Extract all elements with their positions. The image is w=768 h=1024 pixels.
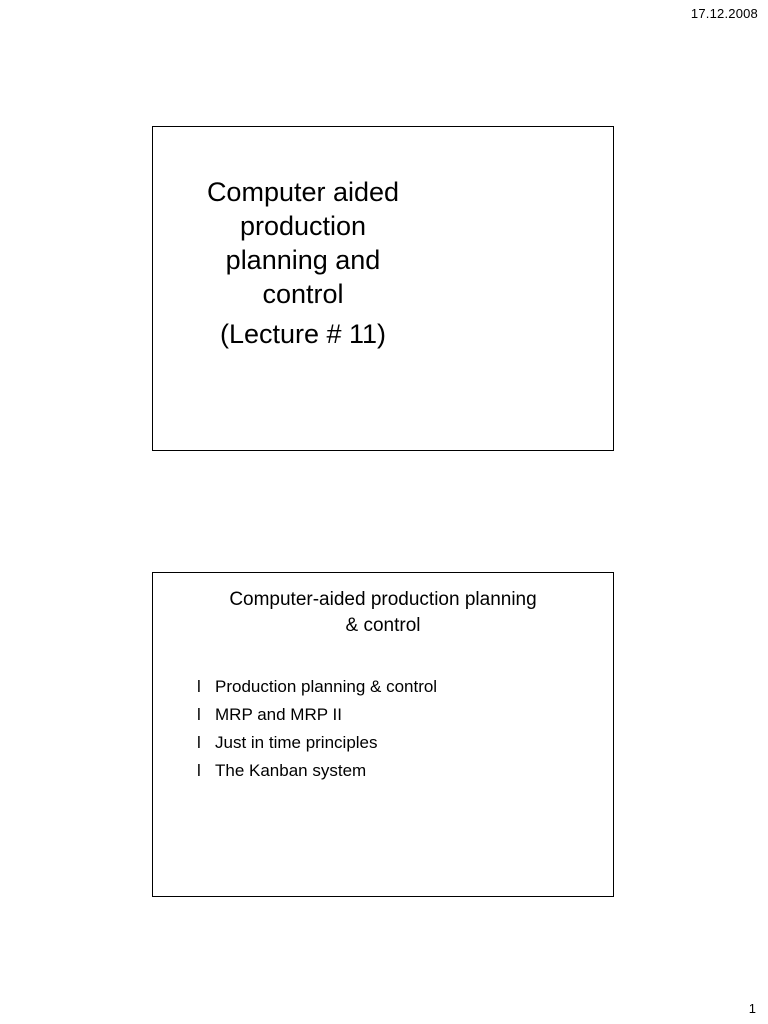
bullet-marker: l [197,761,201,780]
slide-1-title [153,175,453,351]
slide-1-title-line: production [239,211,367,241]
slide-2-title [153,587,613,639]
slide-2 [152,572,614,897]
bullet-marker: l [197,677,201,696]
slide-1-title-line: planning and [225,245,381,275]
list-item-text: MRP and MRP II [215,705,342,724]
slide-1-subtitle: (Lecture # 11) [219,319,387,349]
list-item-text: Just in time principles [215,733,378,752]
slide-1-title-line: control [262,279,344,309]
list-item [197,729,437,757]
bullet-marker: l [197,733,201,752]
list-item-text: The Kanban system [215,761,367,780]
list-item [197,673,437,701]
slide-1 [152,126,614,451]
page-date: 17.12.2008 [690,6,758,21]
list-item [197,757,437,785]
slide-2-bullet-list [197,673,437,785]
slide-2-title-line: & control [345,615,421,636]
slide-2-title-line: Computer-aided production planning [229,589,537,610]
list-item [197,701,437,729]
list-item-text: Production planning & control [215,677,438,696]
slide-1-title-line: Computer aided [206,177,400,207]
bullet-marker: l [197,705,201,724]
page-number: 1 [748,1001,756,1016]
